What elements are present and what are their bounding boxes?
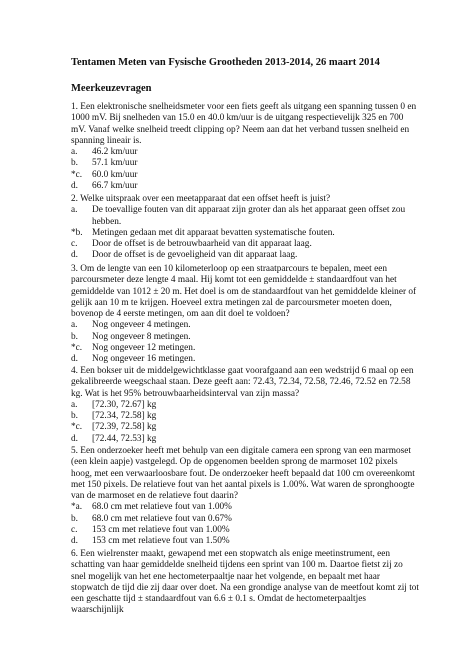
option-d bbox=[71, 434, 419, 445]
option-letter: b. bbox=[71, 331, 78, 342]
option-text: 153 cm met relatieve fout van 1.00% bbox=[92, 525, 230, 536]
option-letter: d. bbox=[71, 181, 78, 192]
option-c bbox=[71, 343, 419, 354]
option-text: 153 cm met relatieve fout van 1.50% bbox=[92, 536, 230, 547]
option-letter: *a. bbox=[71, 502, 83, 513]
section-heading: Meerkeuzevragen bbox=[71, 83, 152, 94]
question-text: 2. Welke uitspraak over een meetapparaat dat een offset heeft is juist? bbox=[71, 194, 331, 204]
question-6 bbox=[71, 549, 419, 617]
option-a bbox=[71, 320, 419, 331]
option-text: [72.39, 72.58] kg bbox=[92, 422, 157, 433]
option-text: [72.44, 72.53] kg bbox=[92, 433, 157, 444]
option-letter: b. bbox=[71, 411, 78, 422]
option-letter: c. bbox=[71, 525, 78, 536]
question-2 bbox=[71, 194, 419, 262]
option-text: [72.34, 72.58] kg bbox=[92, 411, 157, 422]
option-letter: c. bbox=[71, 239, 78, 250]
option-text: Nog ongeveer 16 metingen. bbox=[92, 354, 196, 365]
option-c bbox=[71, 525, 419, 536]
question-text: 5. Een onderzoeker heeft met behulp van een digitale camera een sprong van een marmoset (een klein aapje) vastgelegd. Op de opgenomen beelden sprong de marmoset 102 pixels hoog, met een verwaarloosbare fout. De onderzoeker heeft bepaald dat 100 cm overeenkomt met 150 pixels. De relatieve fout van het aantal pixels is 1.00%. Wat waren de spronghoogte van de marmoset en de relatieve fout daarin? bbox=[71, 446, 415, 502]
option-text: De toevallige fouten van dit apparaat zijn groter dan als het apparaat geen offset zou hebben. bbox=[92, 205, 406, 227]
question-3 bbox=[71, 264, 419, 366]
option-c bbox=[71, 239, 419, 250]
option-text: Door de offset is de gevoeligheid van dit apparaat laag. bbox=[92, 250, 298, 261]
question-text: 6. Een wielrenster maakt, gewapend met een stopwatch als enige meetinstrument, een schatting van haar gemiddelde snelheid tijdens een sprint van 100 m. Daartoe fietst zij zo snel mogelijk van het ene hectometerpaaltje naar het volgende, en bepaalt met haar stopwatch de tijd die zij daar over doet. Na een grondige analyse van de meetfout komt zij tot een geschatte tijd ± standaardfout van 6.6 ± 0.1 s. Omdat de hectometerpaaltjes waarschijnlijk bbox=[71, 549, 420, 616]
option-a bbox=[71, 205, 419, 228]
option-letter: d. bbox=[71, 250, 78, 261]
option-d bbox=[71, 536, 419, 547]
option-letter: a. bbox=[71, 205, 78, 216]
option-b bbox=[71, 411, 419, 422]
option-c bbox=[71, 170, 419, 181]
option-text: 57.1 km/uur bbox=[92, 158, 138, 169]
option-letter: b. bbox=[71, 513, 78, 524]
option-letter: *c. bbox=[71, 343, 83, 354]
question-text: 1. Een elektronische snelheidsmeter voor een fiets geeft als uitgang een spanning tussen 0 en 1000 mV. Bij snelheden van 15.0 en 40.0 km/uur is de uitgang respectievelijk 325 en 700 mV. Vanaf welke snelheid treedt clipping op? Neem aan dat het verband tussen snelheid en spanning lineair is. bbox=[71, 102, 417, 146]
option-text: [72.30, 72.67] kg bbox=[92, 399, 157, 410]
option-text: Nog ongeveer 4 metingen. bbox=[92, 320, 191, 331]
option-letter: d. bbox=[71, 433, 78, 444]
question-text: 3. Om de lengte van een 10 kilometerloop op een straatparcours te bepalen, meet een parcoursmeter deze lengte 4 maal. Hij komt tot een gemiddelde ± standaardfout van het gemiddelde van 1012 ± 20 m. Het doel is om de standaardfout van het gemiddelde kleiner of gelijk aan 10 m te krijgen. Hoeveel extra metingen zal de parcoursmeter moeten doen, bovenop de 4 eerste metingen, om aan dit doel te voldoen? bbox=[71, 264, 417, 320]
option-text: 66.7 km/uur bbox=[92, 181, 138, 192]
option-text: Door de offset is de betrouwbaarheid van dit apparaat laag. bbox=[92, 239, 312, 250]
option-text: 60.0 km/uur bbox=[92, 169, 138, 180]
option-d bbox=[71, 354, 419, 365]
option-b bbox=[71, 158, 419, 169]
option-letter: b. bbox=[71, 158, 78, 169]
option-b bbox=[71, 228, 419, 239]
option-text: Nog ongeveer 8 metingen. bbox=[92, 331, 191, 342]
option-letter: a. bbox=[71, 320, 78, 331]
option-b bbox=[71, 332, 419, 343]
question-1 bbox=[71, 102, 419, 192]
option-letter: a. bbox=[71, 147, 78, 158]
option-a bbox=[71, 502, 419, 513]
option-text: 68.0 cm met relatieve fout van 1.00% bbox=[92, 502, 232, 513]
option-a bbox=[71, 147, 419, 158]
question-text: 4. Een bokser uit de middelgewichtklasse gaat voorafgaand aan een wedstrijd 6 maal op een gekalibreerde weegschaal staan. Deze geeft aan: 72.43, 72.34, 72.58, 72.46, 72.52 en 72.58 kg. Wat is het 95% betrouwbaarheidsinterval van zijn massa? bbox=[71, 366, 414, 399]
option-letter: d. bbox=[71, 536, 78, 547]
page-title: Tentamen Meten van Fysische Grootheden 2013-2014, 26 maart 2014 bbox=[71, 57, 380, 68]
option-text: 68.0 cm met relatieve fout van 0.67% bbox=[92, 513, 232, 524]
option-d bbox=[71, 181, 419, 192]
option-letter: d. bbox=[71, 354, 78, 365]
option-text: 46.2 km/uur bbox=[92, 147, 138, 158]
option-letter: *c. bbox=[71, 169, 83, 180]
option-text: Nog ongeveer 12 metingen. bbox=[92, 343, 196, 354]
question-5 bbox=[71, 446, 419, 548]
option-d bbox=[71, 250, 419, 261]
option-c bbox=[71, 422, 419, 433]
option-letter: *c. bbox=[71, 422, 83, 433]
option-letter: a. bbox=[71, 399, 78, 410]
option-b bbox=[71, 514, 419, 525]
option-a bbox=[71, 400, 419, 411]
question-4 bbox=[71, 366, 419, 445]
option-text: Metingen gedaan met dit apparaat bevatten systematische fouten. bbox=[92, 227, 335, 238]
option-letter: *b. bbox=[71, 227, 83, 238]
